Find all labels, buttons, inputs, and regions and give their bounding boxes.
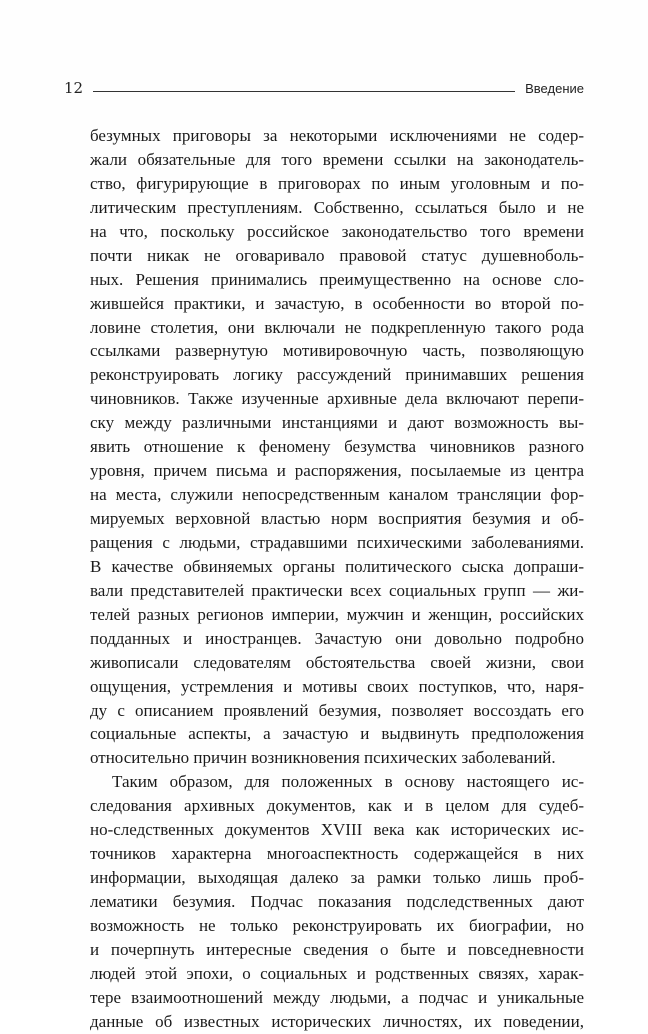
text-line: мируемых верховной властью норм восприятия безумия и об- [90,509,584,528]
text-line: ращения с людьми, страдавшими психическими заболеваниями. [90,532,584,552]
text-line: литическим преступлениям. Собственно, ссылаться было и не [90,197,584,217]
text-line: социальные аспекты, а зачастую и выдвинуть предположения [90,724,584,744]
text-line: жали обязательные для того времени ссылки на законодатель- [90,149,584,169]
text-line: Таким образом, для положенных в основу настоящего ис- [112,772,584,792]
text-line: людей этой эпохи, о социальных и родственных связях, харак- [90,963,584,983]
text-line: точников характерна многоаспектность содержащейся в них [90,844,584,864]
section-title: Введение [525,80,584,96]
text-line: явить отношение к феномену безумства чиновников разного [90,437,584,457]
text-line: тере взаимоотношений между людьми, а подчас и уникальные [90,987,584,1007]
text-line: ных. Решения принимались преимущественно на основе сло- [90,269,584,289]
text-line: возможность не только реконструировать их биографии, но [90,915,584,935]
text-line: ску между различными инстанциями и дают возможность вы- [90,413,584,433]
text-line: уровня, причем письма и распоряжения, посылаемые из центра [90,461,584,481]
text-line: но-следственных документов XVIII века как исторических ис- [90,820,584,840]
text-line: на места, служили непосредственным каналом трансляции фор- [90,485,584,505]
text-line: ссылками развернутую мотивировочную часть, позволяющую [90,341,584,361]
text-line: безумных приговоры за некоторыми исключениями не содер- [90,126,584,145]
text-line: лематики безумия. Подчас показания подследственных дают [90,892,584,911]
text-line: телей разных регионов империи, мужчин и женщин, российских [90,604,584,624]
text-line: почти никак не оговаривало правовой статус душевноболь- [90,245,584,265]
text-line: подданных и иностранцев. Зачастую они довольно подробно [90,628,584,648]
text-line: следования архивных документов, как и в целом для судеб- [90,796,584,816]
header-rule [93,91,515,92]
text-line: жившейся практики, и зачастую, в особенности во второй по- [90,293,584,313]
text-line: данные об известных исторических личностях, их поведении, [90,1011,584,1031]
page-number: 12 [64,79,84,97]
text-line: живописали следователям обстоятельства своей жизни, свои [90,652,584,672]
text-line: чиновников. Также изученные архивные дела включают перепи- [90,389,584,409]
text-line: информации, выходящая далеко за рамки только лишь проб- [90,868,584,888]
text-line: реконструировать логику рассуждений принимавших решения [90,365,584,385]
text-line: на что, поскольку российское законодательство того времени [90,221,584,241]
text-line: ловине столетия, они включали не подкрепленную такого рода [90,317,584,337]
text-line: вали представителей практически всех социальных групп — жи- [90,580,584,600]
text-line: и почерпнуть интересные сведения о быте и повседневности [90,939,584,959]
text-line: ство, фигурирующие в приговорах по иным уголовным и по- [90,173,584,193]
text-line: относительно причин возникновения психических заболеваний. [90,748,556,768]
running-head [64,78,584,98]
text-line: ощущения, устремления и мотивы своих поступков, что, наря- [90,676,584,696]
text-line: В качестве обвиняемых органы политического сыска допраши- [90,556,584,576]
text-line: ду с описанием проявлений безумия, позволяет воссоздать его [90,700,584,720]
body-text [90,124,584,1034]
